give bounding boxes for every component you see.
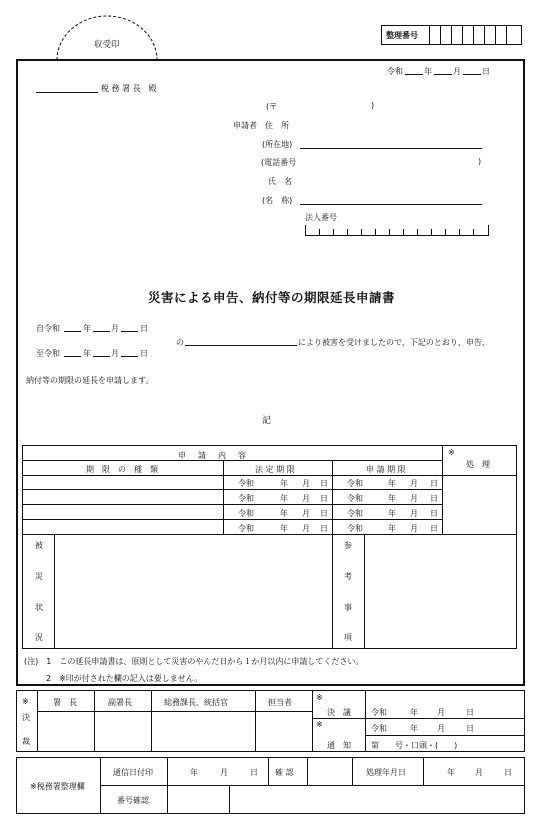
decision-label: 決 [22,713,30,722]
col-legal: 法 定 期 限 [255,465,295,474]
corp-number-field[interactable] [305,235,489,236]
process-date-label: 処理年月日 [366,768,406,777]
number-confirm-label: 番号確認 [117,796,149,805]
header-date-era: 令和 [387,67,403,76]
chief-seal-field[interactable] [38,712,94,751]
vice-chief-label: 副署長 [108,698,132,707]
office-label: ※税務署整理欄 [30,782,85,791]
notice-label: 通 知 [327,741,351,750]
chief-label: 署 長 [53,698,77,707]
period-text-2: 納付等の期限の延長を申請します。 [26,376,154,385]
tax-office-name-field[interactable] [36,92,98,93]
phone-label: (電話番号 [261,158,297,167]
col-kind: 期 限 の 種 類 [86,465,158,474]
confirm-label: 確 認 [275,768,294,777]
reference-label: 参 [344,541,352,550]
vice-seal-field[interactable] [95,712,151,751]
corp-name-label: (名 称) [262,196,293,205]
name-field[interactable] [300,204,482,205]
location-label: (所在地) [262,140,293,149]
note-1: (注) 1 この延長申請書は、原則として災害のやんだ日から１か月以内に申請してください。 [24,657,364,666]
addressee-suffix: 税 務 署 長 殿 [101,84,157,93]
col-process: 処 理 [466,460,490,469]
applicant-label: 申請者 [233,121,257,130]
resolution-label: 決 議 [327,708,351,717]
number-confirm-field[interactable] [168,786,229,814]
receipt-stamp-label: 収受印 [94,40,120,50]
staff-seal-field[interactable] [256,712,312,751]
receipt-stamp-arc [56,14,158,60]
ki-label: 記 [262,416,272,426]
damage-status-field[interactable] [55,535,332,649]
section-chief-label: 総務課長、統括官 [164,698,228,707]
address-label: 住 所 [265,121,289,130]
section-seal-field[interactable] [152,712,255,751]
ref-number-input[interactable] [429,25,522,45]
damage-status-label: 被 [35,541,43,550]
reference-field[interactable] [365,535,517,649]
staff-label: 担当者 [268,698,292,707]
col-request: 申 請 期 限 [366,465,406,474]
confirm-field[interactable] [308,758,352,785]
document-title: 災害による申告、納付等の期限延長申請書 [148,290,396,305]
name-label: 氏 名 [268,177,292,186]
note-2: 2 ※印が付された欄の記入は要しません。 [46,674,203,683]
corp-number-label: 法人番号 [305,213,337,222]
table-header: 申 請 内 容 [178,451,248,460]
ref-number-label: 整理番号 [386,31,418,40]
address-field[interactable] [300,148,482,149]
period-text-1: により被害を受けましたので、下記のとおり、申告、 [298,338,490,347]
notice-number: 第 号・口頭・( ) [371,741,458,750]
disaster-name-field[interactable] [185,345,297,346]
comm-date-label: 通信日付印 [113,768,153,777]
